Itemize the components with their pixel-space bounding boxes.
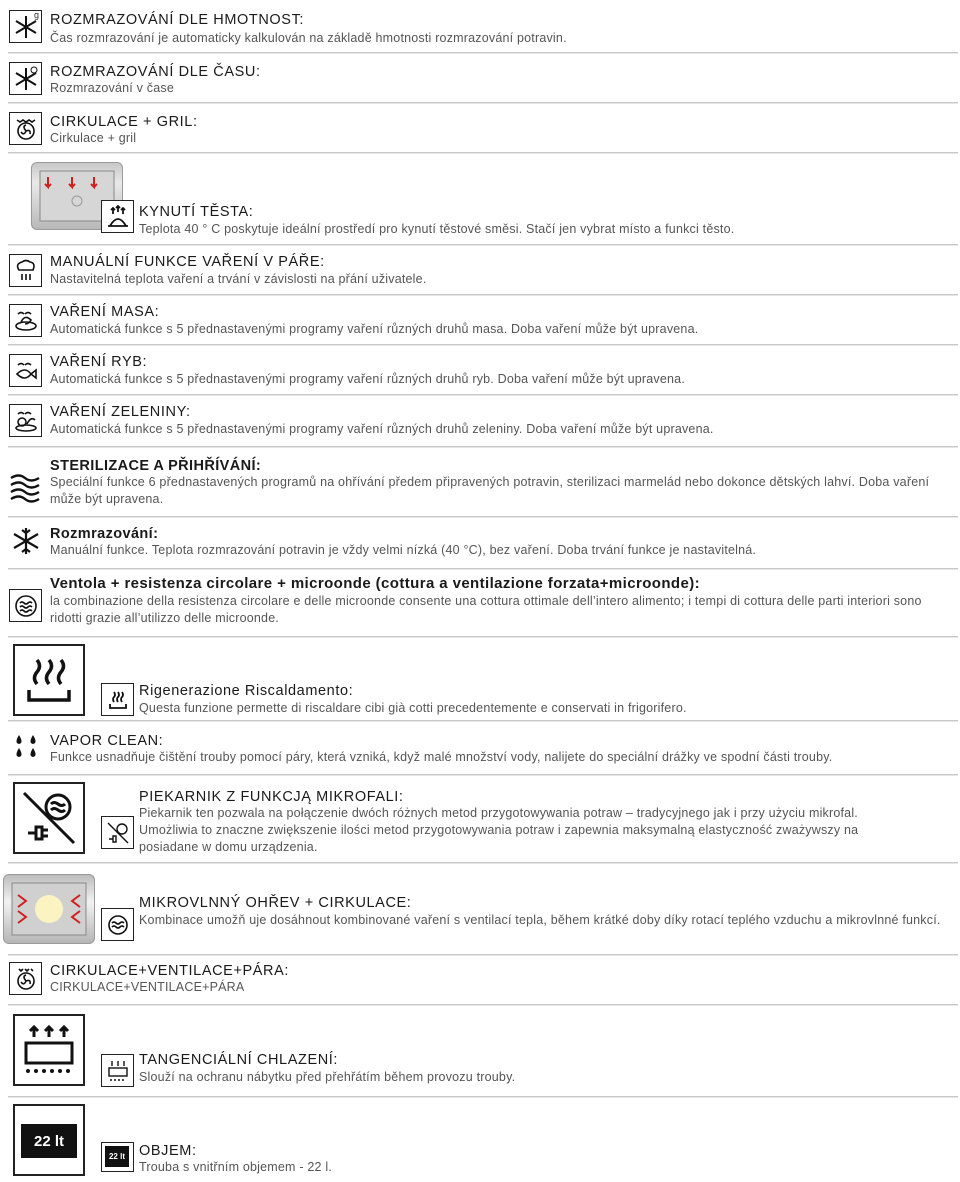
fish-icon: [9, 354, 42, 387]
item-vapor-clean: [0, 720, 960, 774]
item-desc: Nastavitelná teplota vaření a trvání v závislosti na přání uživatele.: [50, 272, 427, 286]
item-title: Ventola + resistenza circolare + microonde (cottura a ventilazione forzata+microonde):: [50, 575, 701, 592]
item-meat: [0, 294, 960, 344]
item-desc: Automatická funkce s 5 přednastavenými programy vaření různých druhů masa. Doba vaření může být upravena.: [50, 322, 699, 336]
item-desc: Manuální funkce. Teplota rozmrazování potravin je vždy velmi nízká (40 °C), bez vaření. Doba trvání funkce je nastavitelná.: [50, 543, 757, 557]
microwave-circulation-icon: [101, 908, 134, 941]
item-title: ROZMRAZOVÁNÍ DLE ČASU:: [50, 64, 261, 80]
item-microwave-circulation: [0, 862, 960, 954]
item-desc: Čas rozmrazování je automaticky kalkulován na základě hmotnosti rozmrazování potravin.: [50, 31, 567, 45]
item-title: MIKROVLNNÝ OHŘEV + CIRKULACE:: [139, 895, 412, 911]
item-circulation-steam: [0, 954, 960, 1004]
item-title: ROZMRAZOVÁNÍ DLE HMOTNOST:: [50, 12, 305, 28]
fan-grill-icon: [9, 112, 42, 145]
item-desc: Kombinace umožň uje dosáhnout kombinované vaření s ventilací tepla, během krátké doby díky rotací teplého vzduchu a mikrovlnné funkcí.: [139, 913, 941, 927]
item-desc: Automatická funkce s 5 přednastavenými programy vaření různých druhů ryb. Doba vaření může být upravena.: [50, 372, 685, 386]
volume-badge: 22 lt: [105, 1146, 129, 1167]
item-title: CIRKULACE + GRIL:: [50, 114, 198, 130]
item-title: STERILIZACE A PŘIHŘÍVÁNÍ:: [50, 458, 262, 474]
item-desc: Questa funzione permette di riscaldare cibi già cotti precedentemente e conservati in frigorifero.: [139, 701, 687, 715]
item-defrost-manual: [0, 516, 960, 568]
regeneration-big-icon: [13, 644, 85, 716]
item-defrost-weight: [0, 0, 960, 52]
item-title: MANUÁLNÍ FUNKCE VAŘENÍ V PÁŘE:: [50, 254, 325, 270]
item-desc: Rozmrazování v čase: [50, 81, 174, 95]
item-tangential-cooling: [0, 1004, 960, 1096]
item-title: CIRKULACE+VENTILACE+PÁRA:: [50, 963, 290, 979]
item-volume: [0, 1096, 960, 1182]
item-title: VAPOR CLEAN:: [50, 733, 164, 749]
item-desc: Funkce usnadňuje čištění trouby pomocí páry, která vzniká, když malé množství vody, nalijete do speciální drážky ve spodní části trouby.: [50, 750, 833, 764]
steam-manual-icon: [9, 254, 42, 287]
regeneration-icon: [101, 683, 134, 716]
tangential-cooling-big-icon: [13, 1014, 85, 1086]
item-desc: Piekarnik ten pozwala na połączenie dwóch różnych metod przygotowywania potraw – tradycyjnego jak i przy użyciu mikrofal. Umożliwia to znaczne zwiększenie ilości metod przygotowywania potraw i zapewnia maksymalną elastyczność zważywszy na posiadane w domu urządzenia.: [139, 806, 859, 854]
item-desc: Automatická funkce s 5 přednastavenými programy vaření různých druhů zeleniny. Doba vaření může být upravena.: [50, 422, 714, 436]
item-desc: CIRKULACE+VENTILACE+PÁRA: [50, 980, 245, 994]
dough-proving-icon: [101, 200, 134, 233]
snowflake-weight-icon: g: [9, 10, 42, 43]
item-desc: Teplota 40 ° C poskytuje ideální prostředí pro kynutí těstové směsi. Stačí jen vybrat místo a funkci těsto.: [139, 222, 735, 236]
item-title: Rozmrazování:: [50, 526, 159, 542]
vegetables-icon: [9, 404, 42, 437]
microwave-oven-big-icon: [13, 782, 85, 854]
item-steam-manual: [0, 244, 960, 294]
vapor-clean-icon: [9, 730, 42, 763]
meat-icon: [9, 304, 42, 337]
item-title: KYNUTÍ TĚSTA:: [139, 204, 254, 220]
item-dough-proving: [0, 152, 960, 244]
item-sterilize: [0, 446, 960, 516]
item-title: OBJEM:: [139, 1143, 197, 1159]
item-microwave-oven: [0, 774, 960, 862]
item-desc: la combinazione della resistenza circolare e delle microonde consente una cottura ottimale dell’intero alimento; i tempi di cottura delle parti interiori sono ridotti grazie all’utilizzo delle microonde.: [50, 594, 922, 625]
item-title: VAŘENÍ MASA:: [50, 304, 160, 320]
volume-big-icon: [13, 1104, 85, 1176]
tangential-cooling-icon: [101, 1054, 134, 1087]
snowflake-time-icon: [9, 62, 42, 95]
item-title: TANGENCIÁLNÍ CHLAZENÍ:: [139, 1052, 339, 1068]
item-title: VAŘENÍ RYB:: [50, 354, 148, 370]
item-desc: Slouží na ochranu nábytku před přehřátím během provozu trouby.: [139, 1070, 516, 1084]
snowflake-icon: [9, 524, 42, 557]
fan-microwave-icon: [9, 589, 42, 622]
item-fish: [0, 344, 960, 394]
item-circulation-grill: [0, 102, 960, 152]
microwave-oven-icon: [101, 816, 134, 849]
circulation-steam-icon: [9, 962, 42, 995]
item-title: Rigenerazione Riscaldamento:: [139, 683, 354, 699]
oven-microwave-image: [3, 874, 95, 944]
item-title: VAŘENÍ ZELENINY:: [50, 404, 191, 420]
item-defrost-time: [0, 52, 960, 102]
item-title: PIEKARNIK Z FUNKCJĄ MIKROFALI:: [139, 789, 404, 805]
item-desc: Trouba s vnitřním objemem - 22 l.: [139, 1160, 333, 1174]
volume-icon: [101, 1142, 134, 1172]
item-desc: Cirkulace + gril: [50, 131, 137, 145]
sterilize-icon: [9, 470, 42, 503]
item-desc: Speciální funkce 6 přednastavených programů na ohřívání předem připravených potravin, sterilizaci marmelád nebo dokonce dětských lahví. Doba vaření může být upravena.: [50, 475, 930, 506]
item-regeneration: [0, 636, 960, 720]
volume-big-badge: 22 lt: [21, 1124, 77, 1158]
item-vegetables: [0, 394, 960, 446]
item-fan-microwave: [0, 568, 960, 636]
